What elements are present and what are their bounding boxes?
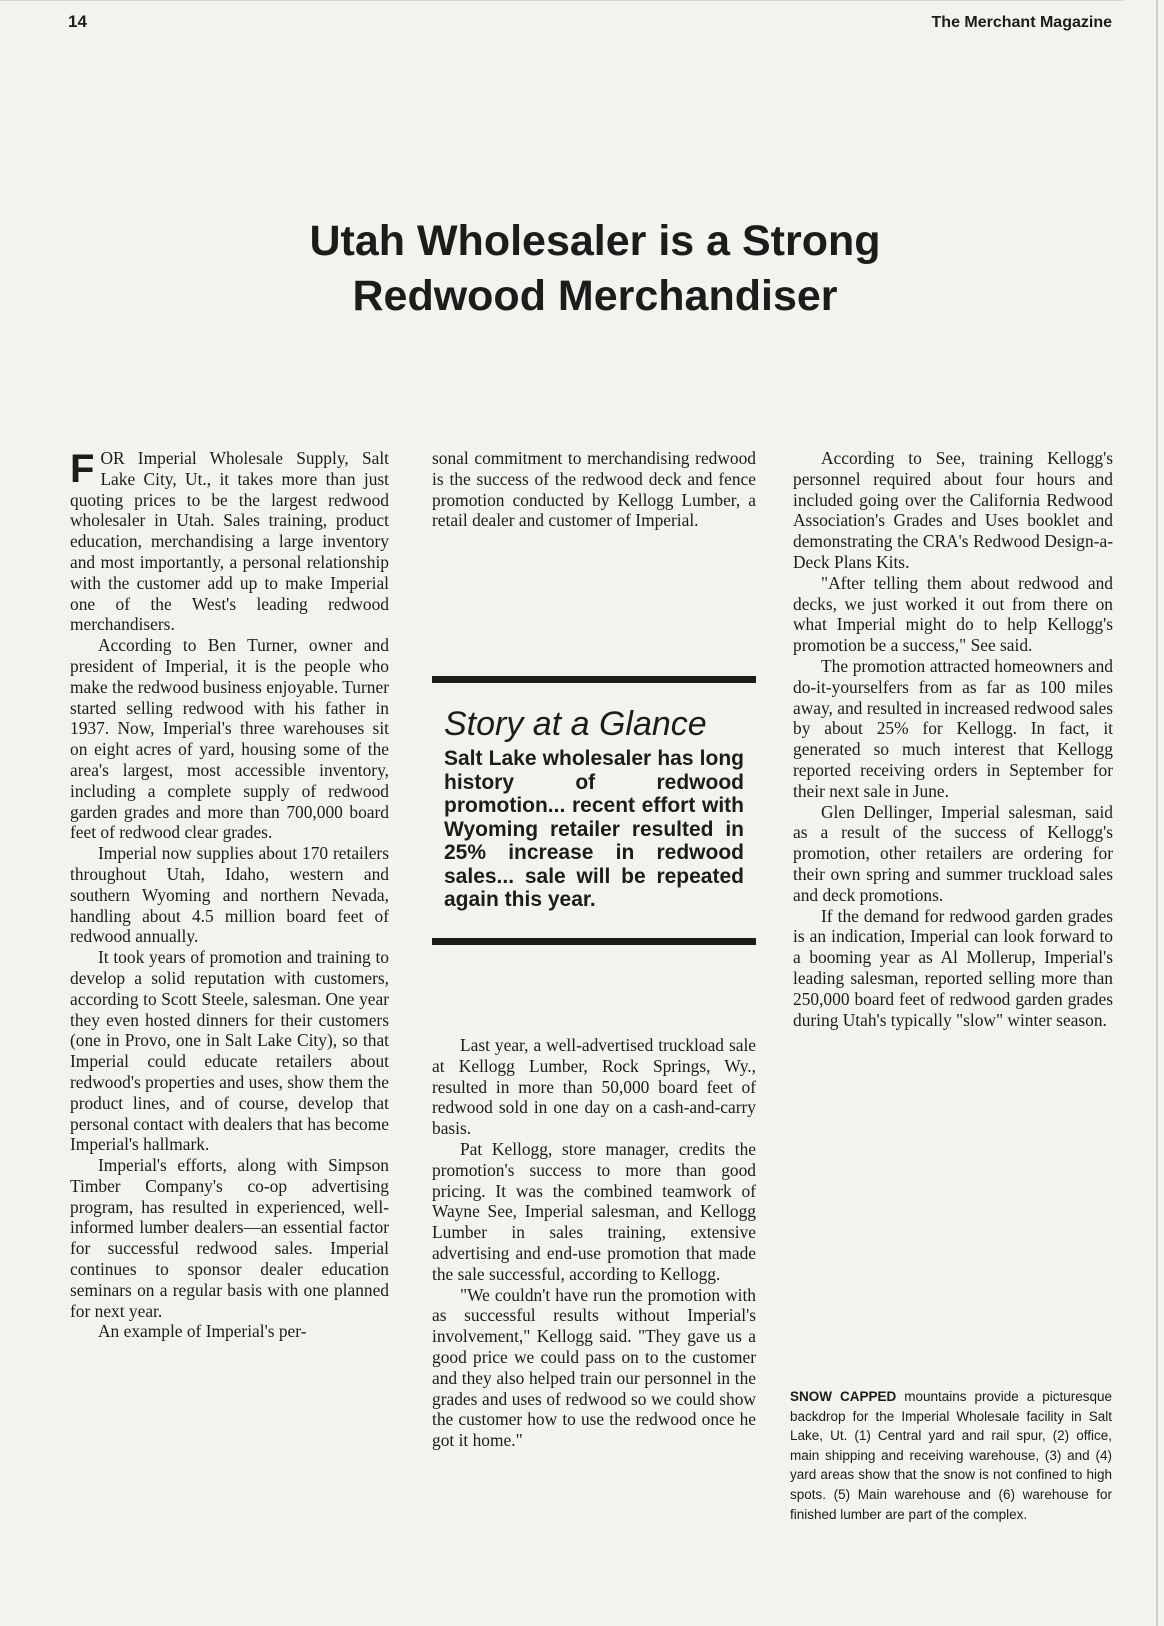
column-2-bottom	[432, 1035, 756, 1451]
paragraph: FOR Imperial Wholesale Supply, Salt Lake City, Ut., it takes more than just quoting prices to be the largest redwood wholesaler in Utah. Sales training, product education, merchandising a large inventory and most importantly, a personal relationship with the customer add up to make Imperial one of the West's leading redwood merchandisers.	[70, 447, 389, 635]
photo-caption	[790, 1387, 1112, 1524]
glance-body: Salt Lake wholesaler has long history of redwood promotion... recent effort with Wyoming retailer resulted in 25% increase in redwood sales... sale will be repeated again this year.	[444, 747, 744, 911]
story-at-a-glance-box	[432, 676, 756, 945]
caption-lead: SNOW CAPPED	[790, 1389, 897, 1404]
paragraph: It took years of promotion and training to develop a solid reputation with customers, according to Scott Steele, salesman. One year they even hosted dinners for their customers (one in Provo, one in Salt Lake City), so that Imperial could educate retailers about redwood's properties and uses, show them the product lines, and of course, develop that personal contact with dealers that has become Imperial's hallmark.	[70, 947, 389, 1155]
paragraph: According to See, training Kellogg's personnel required about four hours and included going over the California Redwood Association's Grades and Uses booklet and demonstrating the CRA's Redwood Design-a-Deck Plans Kits.	[793, 448, 1113, 572]
paragraph: The promotion attracted homeowners and do-it-yourselfers from as far as 100 miles away, and resulted in increased redwood sales by about 25% for Kellogg. In fact, it generated so much interest that Kellogg reported receiving orders in September for their next sale in June.	[793, 655, 1113, 801]
paragraph: "We couldn't have run the promotion with as successful results without Imperial's involvement," Kellogg said. "They gave us a good price we could pass on to the customer and they also helped train our personnel in the grades and uses of redwood so we could show the customer how to use the redwood once he got it home."	[432, 1284, 756, 1451]
paragraph: Imperial now supplies about 170 retailers throughout Utah, Idaho, western and southern Wyoming and northern Nevada, handling about 4.5 million board feet of redwood annually.	[70, 843, 389, 947]
column-2-top	[432, 448, 756, 531]
column-1	[70, 448, 389, 1342]
page-edge	[1156, 0, 1158, 1626]
paragraph: An example of Imperial's per-	[98, 1321, 307, 1342]
title-line-2: Redwood Merchandiser	[352, 272, 838, 320]
drop-cap: F	[70, 447, 95, 491]
article-title	[200, 214, 990, 324]
paragraph: Last year, a well-advertised truckload sale at Kellogg Lumber, Rock Springs, Wy., resulted in more than 50,000 board feet of redwood sold in one day on a cash-and-carry basis.	[432, 1035, 756, 1139]
glance-top-bar	[432, 676, 756, 683]
title-line-1: Utah Wholesaler is a Strong	[309, 217, 881, 265]
glance-bottom-bar	[432, 938, 756, 945]
column-3	[793, 448, 1113, 1030]
caption-text: mountains provide a picturesque backdrop for the Imperial Wholesale facility in Salt Lake, Ut. (1) Central yard and rail spur, (2) office, main shipping and receiving warehouse, (3) and (4) yard areas show that the snow is not confined to high spots. (5) Main warehouse and (6) warehouse for finished lumber are part of the complex.	[790, 1389, 1112, 1522]
paragraph: According to Ben Turner, owner and president of Imperial, it is the people who make the redwood business enjoyable. Turner started selling redwood with his father in 1937. Now, Imperial's three warehouses sit on eight acres of yard, housing some of the area's largest, most accessible inventory, including a complete supply of redwood garden grades and more than 700,000 board feet of redwood clear grades.	[70, 635, 389, 843]
paragraph: Imperial's efforts, along with Simpson Timber Company's co-op advertising program, has resulted in experienced, well-informed lumber dealers—an essential factor for successful redwood sales. Imperial continues to sponsor dealer education seminars on a regular basis with one planned for next year.	[70, 1155, 389, 1321]
paragraph: Pat Kellogg, store manager, credits the promotion's success to more than good pricing. It was the combined teamwork of Wayne See, Imperial salesman, and Kellogg Lumber in sales training, extensive advertising and end-use promotion that made the sale successful, according to Kellogg.	[432, 1138, 756, 1284]
paragraph: If the demand for redwood garden grades is an indication, Imperial can look forward to a booming year as Al Mollerup, Imperial's leading salesman, reported selling more than 250,000 board feet of redwood garden grades during Utah's typically "slow" winter season.	[793, 905, 1113, 1030]
paragraph: sonal commitment to merchandising redwood is the success of the redwood deck and fence promotion conducted by Kellogg Lumber, a retail dealer and customer of Imperial.	[432, 448, 756, 531]
magazine-name: The Merchant Magazine	[931, 14, 1112, 31]
paragraph: "After telling them about redwood and decks, we just worked it out from there on what Imperial might do to help Kellogg's promotion be a success," See said.	[793, 572, 1113, 656]
paragraph: Glen Dellinger, Imperial salesman, said as a result of the success of Kellogg's promotion, other retailers are ordering for their own spring and summer truckload sales and deck promotions.	[793, 801, 1113, 905]
glance-heading: Story at a Glance	[444, 705, 707, 743]
top-rule	[0, 0, 1124, 1]
page-number: 14	[68, 12, 87, 31]
